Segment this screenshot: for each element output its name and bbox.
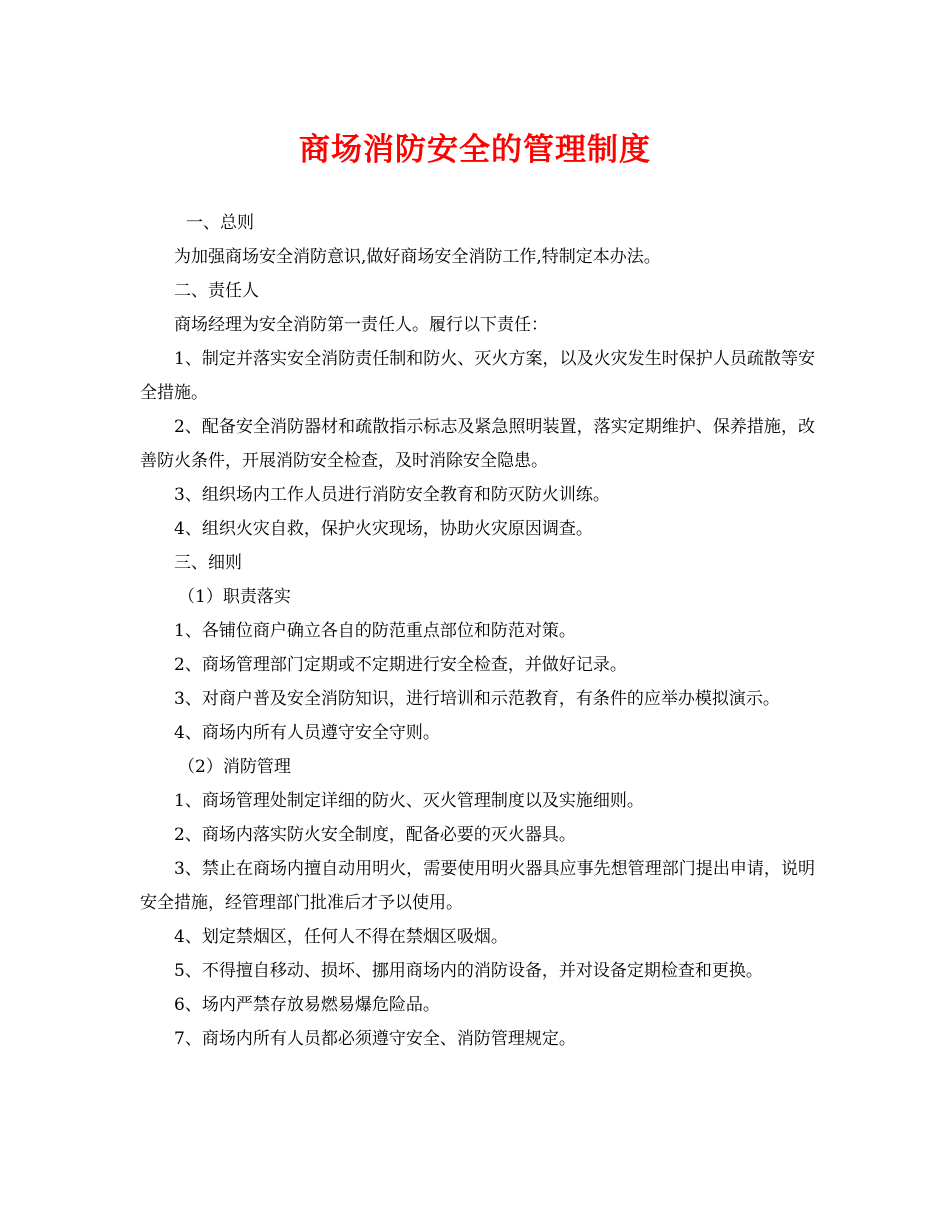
list-item: 5、不得擅自移动、损坏、挪用商场内的消防设备，并对设备定期检查和更换。: [174, 961, 763, 981]
list-item: 2、商场管理部门定期或不定期进行安全检查，并做好记录。: [174, 655, 627, 675]
list-item: 2、商场内落实防火安全制度，配备必要的灭火器具。: [174, 825, 576, 845]
list-item: 2、配备安全消防器材和疏散指示标志及紧急照明装置，落实定期维护、保养措施，改善防火条件，开展消防安全检查，及时消除安全隐患。: [140, 417, 815, 471]
paragraph: 为加强商场安全消防意识,做好商场安全消防工作,特制定本办法。: [174, 247, 661, 267]
list-item: 7、商场内所有人员都必须遵守安全、消防管理规定。: [174, 1029, 576, 1049]
list-item: 1、各铺位商户确立各自的防范重点部位和防范对策。: [174, 621, 576, 641]
subsection-heading-fire-management: （2）消防管理: [178, 757, 291, 777]
document-body: [140, 206, 815, 1056]
section-heading-responsible-person: 二、责任人: [174, 281, 259, 301]
section-heading-general: 一、总则: [186, 213, 254, 233]
paragraph: 商场经理为安全消防第一责任人。履行以下责任：: [174, 315, 548, 335]
list-item: 1、商场管理处制定详细的防火、灭火管理制度以及实施细则。: [174, 791, 644, 811]
list-item: 4、划定禁烟区，任何人不得在禁烟区吸烟。: [174, 927, 508, 947]
list-item: 1、制定并落实安全消防责任制和防火、灭火方案，以及火灾发生时保护人员疏散等安全措施。: [140, 349, 815, 403]
section-heading-details: 三、细则: [174, 553, 242, 573]
list-item: 3、组织场内工作人员进行消防安全教育和防灭防火训练。: [174, 485, 610, 505]
subsection-heading-duties: （1）职责落实: [178, 587, 291, 607]
list-item: 3、对商户普及安全消防知识，进行培训和示范教育，有条件的应举办模拟演示。: [174, 689, 780, 709]
document-title: 商场消防安全的管理制度: [299, 132, 651, 168]
list-item: 6、场内严禁存放易燃易爆危险品。: [174, 995, 440, 1015]
list-item: 3、禁止在商场内擅自动用明火，需要使用明火器具应事先想管理部门提出申请，说明安全措施，经管理部门批准后才予以使用。: [140, 859, 815, 913]
list-item: 4、商场内所有人员遵守安全守则。: [174, 723, 440, 743]
list-item: 4、组织火灾自救，保护火灾现场，协助火灾原因调查。: [174, 519, 593, 539]
